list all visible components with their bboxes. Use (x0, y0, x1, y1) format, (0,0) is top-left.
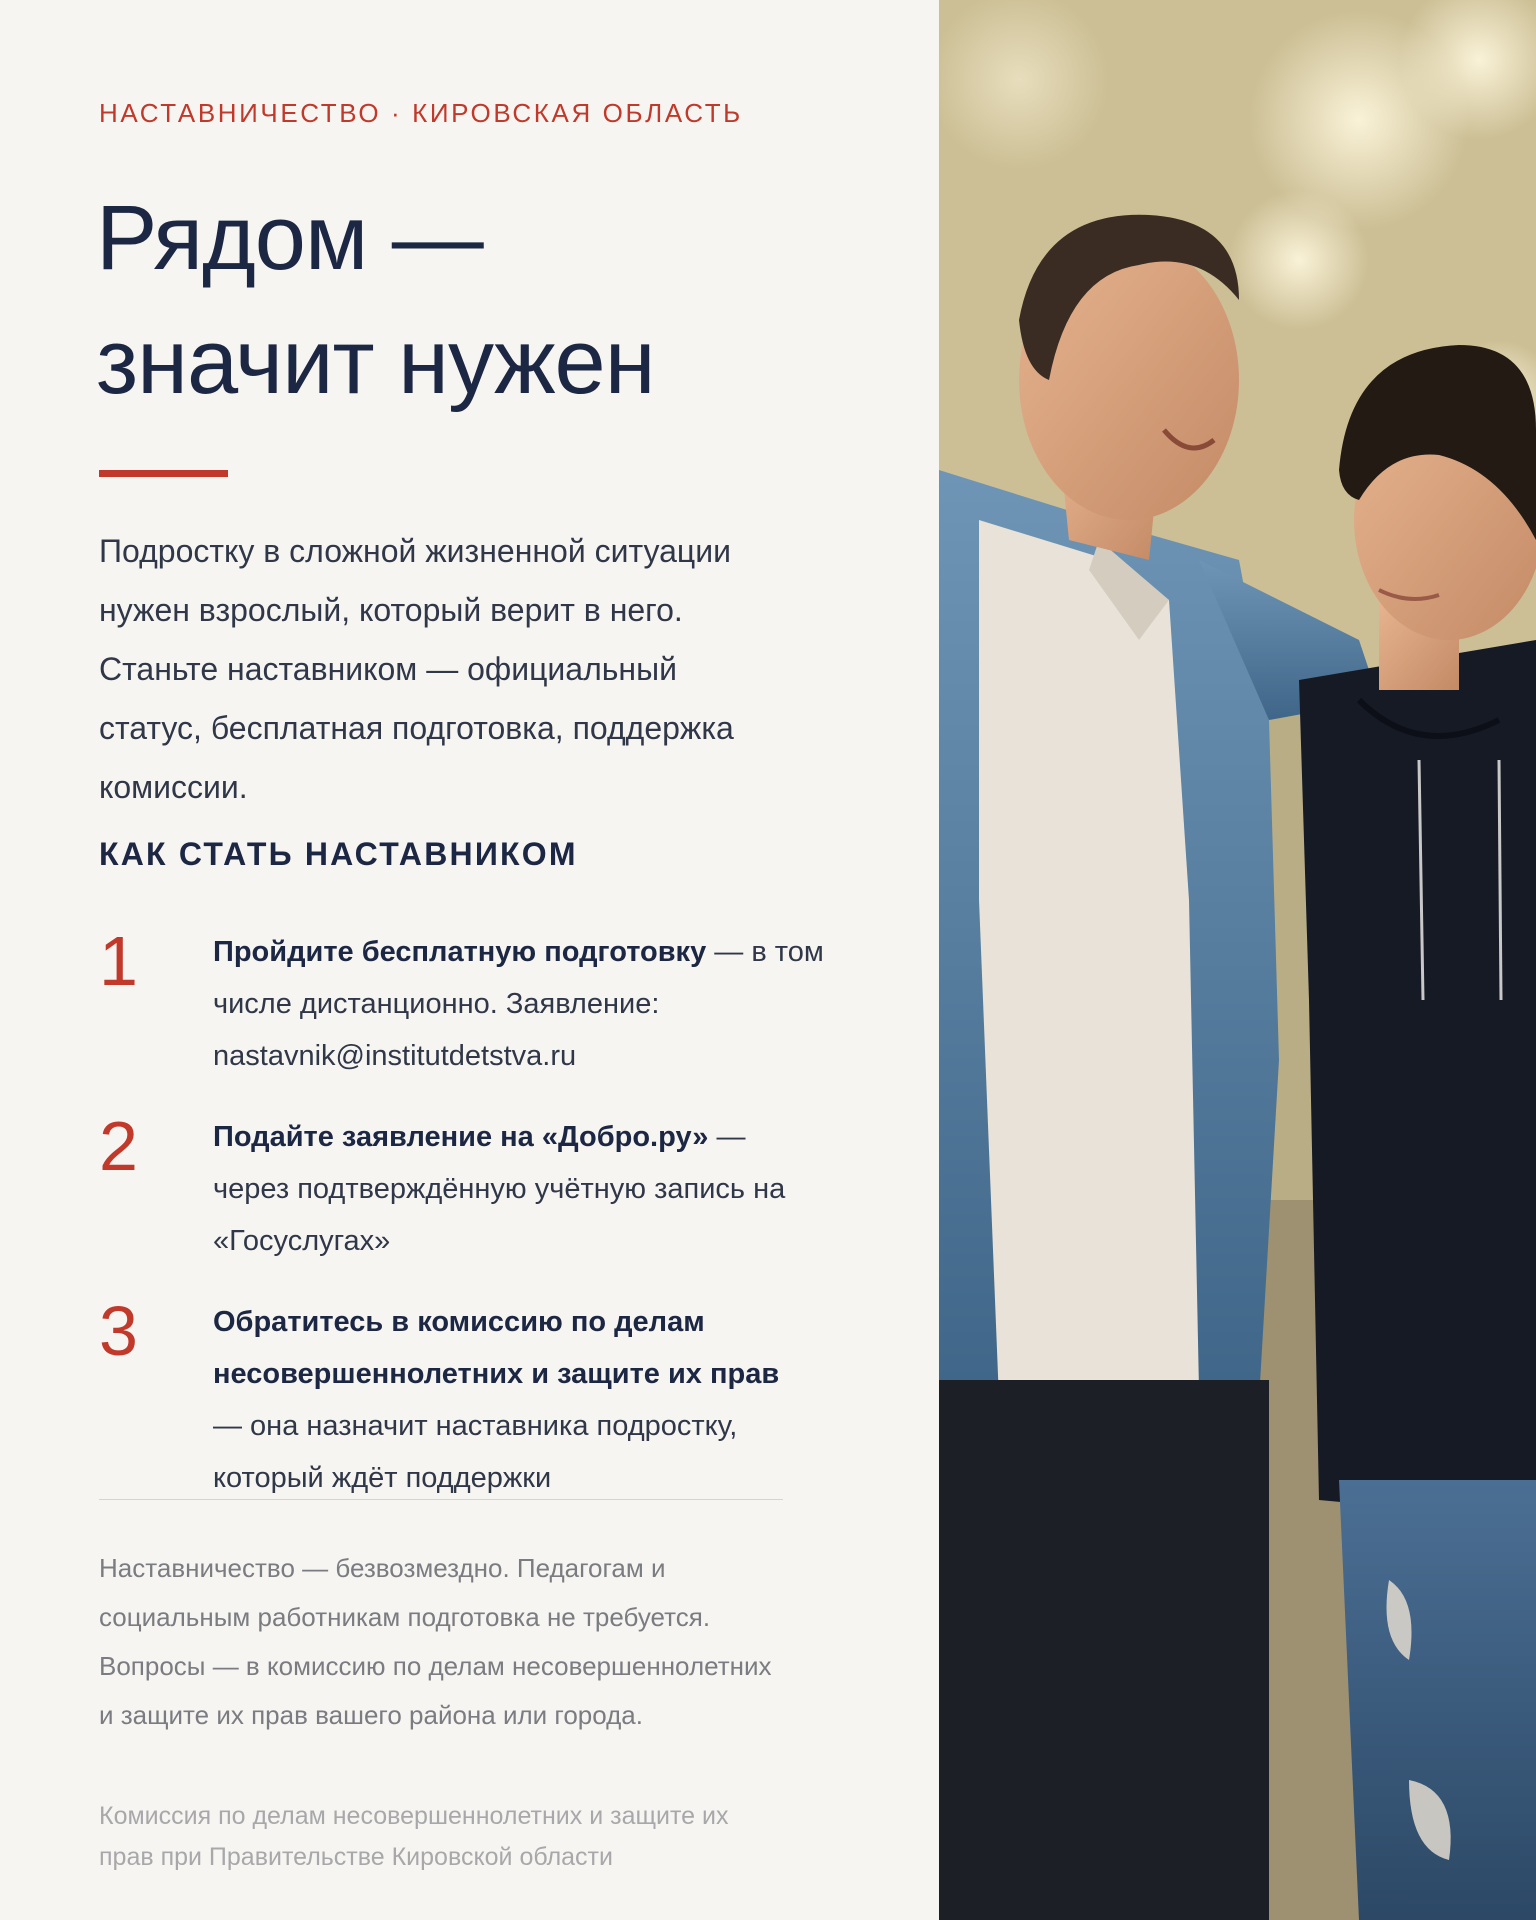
step-line: через подтверждённую учётную запись на (213, 1173, 786, 1205)
mentor-and-teen-photo (939, 0, 1536, 1920)
lead-line: Станьте наставником — официальный (99, 651, 677, 687)
step-title: Пройдите бесплатную подготовку (213, 936, 707, 968)
step-line: числе дистанционно. Заявление: (213, 988, 660, 1020)
step-title: Обратитесь в комиссию по делам (213, 1306, 705, 1338)
step-title: несовершеннолетних и защите их прав (213, 1358, 780, 1390)
section-divider (99, 1499, 783, 1500)
lead-line: комиссии. (99, 769, 248, 805)
step-text (213, 926, 853, 1082)
info-note (99, 1544, 839, 1740)
note-line: социальным работникам подготовка не требуется. (99, 1602, 711, 1632)
footer-credit (99, 1796, 839, 1878)
step-line: — она назначит наставника подростку, (213, 1410, 738, 1442)
step-line: «Госуслугах» (213, 1225, 391, 1257)
note-line: Наставничество — безвозмездно. Педагогам и (99, 1553, 666, 1583)
note-line: и защите их прав вашего района или города. (99, 1700, 643, 1730)
eyebrow-label: НАСТАВНИЧЕСТВО · КИРОВСКАЯ ОБЛАСТЬ (99, 98, 743, 128)
accent-rule (99, 470, 228, 477)
lead-line: нужен взрослый, который верит в него. (99, 592, 683, 628)
step-text-tail: — (708, 1121, 746, 1153)
photo-illustration (939, 0, 1536, 1920)
lead-line: Подростку в сложной жизненной ситуации (99, 533, 731, 569)
step-number: 1 (99, 922, 138, 1000)
step-text (213, 1111, 853, 1267)
step-text (213, 1296, 853, 1504)
step-title: Подайте заявление на «Добро.ру» (213, 1121, 709, 1153)
page-title (96, 176, 856, 424)
lead-paragraph (99, 522, 799, 817)
title-line-1: Рядом — (96, 187, 483, 289)
section-heading: КАК СТАТЬ НАСТАВНИКОМ (99, 836, 578, 872)
footer-line: прав при Правительстве Кировской области (99, 1843, 613, 1871)
footer-line: Комиссия по делам несовершеннолетних и защите их (99, 1802, 729, 1830)
step-number: 3 (99, 1292, 138, 1370)
note-line: Вопросы — в комиссию по делам несовершеннолетних (99, 1651, 772, 1681)
title-line-2: значит нужен (96, 311, 655, 413)
step-number: 2 (99, 1107, 138, 1185)
lead-line: статус, бесплатная подготовка, поддержка (99, 710, 734, 746)
email-link[interactable]: nastavnik@institutdetstva.ru (213, 1040, 577, 1072)
step-text-tail: — в том (706, 936, 824, 968)
step-line: который ждёт поддержки (213, 1462, 552, 1494)
